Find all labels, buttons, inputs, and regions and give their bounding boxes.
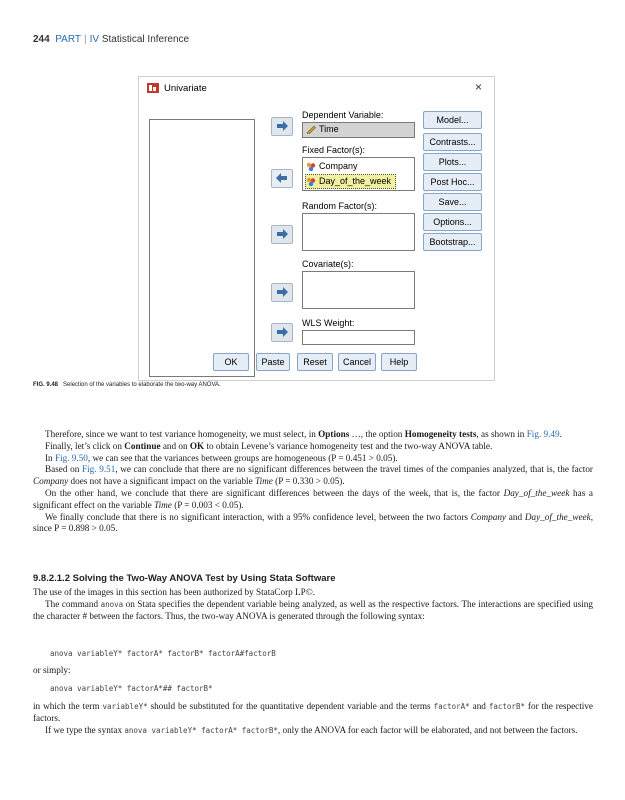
dependent-item[interactable]: Time bbox=[306, 123, 343, 136]
paste-button[interactable]: Paste bbox=[256, 353, 290, 371]
move-from-fixed-button[interactable] bbox=[271, 169, 293, 188]
paragraph: In Fig. 9.50, we can see that the variances between groups are homogeneous (P = 0.451 > 0.05). bbox=[45, 452, 398, 463]
covariates-box[interactable] bbox=[302, 271, 415, 309]
reset-button[interactable]: Reset bbox=[297, 353, 333, 371]
page-number: 244 bbox=[33, 34, 50, 45]
move-to-random-button[interactable] bbox=[271, 225, 293, 244]
or-simply-text: or simply: bbox=[33, 665, 71, 675]
body-paragraphs bbox=[33, 429, 593, 535]
move-to-covariate-button[interactable] bbox=[271, 283, 293, 302]
paragraph: If we type the syntax anova variableY* factorA* factorB*, only the ANOVA for each factor will be elaborated, and not between the factors. bbox=[45, 724, 578, 735]
nominal-variable-icon bbox=[306, 177, 316, 187]
paragraph: Based on Fig. 9.51, we can conclude that there are no significant differences between the travel times of the companies analyzed, that is, the factor Company does not have a significant impact on the variable Time (P = 0.330 > 0.05). bbox=[33, 464, 593, 487]
plots-button[interactable]: Plots... bbox=[423, 153, 482, 171]
paragraph: in which the term variableY* should be substituted for the quantitative dependent variable and the terms factorA* and factorB* for the respective factors. bbox=[33, 701, 594, 723]
figure-label: FIG. 9.48 bbox=[33, 382, 59, 388]
paragraph: Finally, let’s click on Continue and on OK to obtain Levene’s variance homogeneity test and the two-way ANOVA table. bbox=[45, 440, 493, 451]
figure-caption bbox=[33, 382, 221, 388]
options-button[interactable]: Options... bbox=[423, 213, 482, 231]
section-heading: 9.8.2.1.2 Solving the Two-Way ANOVA Test by Using Stata Software bbox=[33, 573, 336, 584]
help-button[interactable]: Help bbox=[381, 353, 417, 371]
source-variable-list[interactable] bbox=[149, 119, 255, 377]
paragraph: The command anova on Stata specifies the dependent variable being analyzed, as well as the respective factors. The interactions are specified using the character # between the factors. Thus, the two-way ANOVA is generated through the following syntax: bbox=[33, 598, 593, 621]
paragraph: We finally conclude that there is no significant interaction, with a 95% confidence level, between the two factors Company and Day_of_the_week, since P = 0.898 > 0.05. bbox=[33, 511, 593, 534]
move-to-wls-button[interactable] bbox=[271, 323, 293, 342]
paragraph: The use of the images in this section has been authorized by StataCorp LP©. bbox=[33, 587, 316, 597]
cancel-button[interactable]: Cancel bbox=[338, 353, 376, 371]
code-syntax-short: anova variableY* factorA*## factorB* bbox=[50, 684, 213, 693]
paragraph: On the other hand, we conclude that there are significant differences between the days of the week, that is, the factor Day_of_the_week has a significant effect on the variable Time (P = 0.003 < 0.05). bbox=[33, 487, 594, 510]
covariates-label: Covariate(s): bbox=[302, 259, 354, 269]
random-factors-box[interactable] bbox=[302, 213, 415, 251]
ok-button[interactable]: OK bbox=[213, 353, 249, 371]
close-button[interactable]: × bbox=[475, 80, 483, 94]
save-button[interactable]: Save... bbox=[423, 193, 482, 211]
dependent-variable-label: Dependent Variable: bbox=[302, 110, 384, 120]
part-label: PART | IV bbox=[55, 34, 100, 45]
figure-link[interactable]: Fig. 9.50 bbox=[54, 452, 88, 463]
model-button[interactable]: Model... bbox=[423, 111, 482, 129]
fixed-factors-label: Fixed Factor(s): bbox=[302, 145, 366, 155]
figure-link[interactable]: Fig. 9.51 bbox=[82, 464, 116, 475]
left-arrow-icon bbox=[276, 173, 288, 183]
right-arrow-icon bbox=[276, 287, 288, 297]
figure-link[interactable]: Fig. 9.49 bbox=[526, 429, 560, 439]
section-title: Statistical Inference bbox=[101, 34, 190, 45]
fixed-item-company[interactable]: Company bbox=[306, 160, 362, 173]
stata-paragraphs bbox=[33, 587, 593, 622]
code-syntax-full: anova variableY* factorA* factorB* factorA#factorB bbox=[50, 649, 276, 658]
caption-text: Selection of the variables to elaborate the two-way ANOVA. bbox=[63, 382, 221, 388]
scale-variable-icon bbox=[306, 125, 316, 134]
fixed-item-day-of-week[interactable]: Day_of_the_week bbox=[305, 174, 396, 189]
right-arrow-icon bbox=[276, 121, 288, 131]
move-to-dependent-button[interactable] bbox=[271, 117, 293, 136]
bootstrap-button[interactable]: Bootstrap... bbox=[423, 233, 482, 251]
univariate-dialog bbox=[138, 76, 495, 381]
wls-weight-box[interactable] bbox=[302, 330, 415, 345]
closing-paragraphs bbox=[33, 701, 593, 736]
paragraph: Therefore, since we want to test variance homogeneity, we must select, in Options …, the option Homogeneity tests, as shown in Fig. 9.49. bbox=[45, 429, 562, 439]
post-hoc-button[interactable]: Post Hoc... bbox=[423, 173, 482, 191]
wls-weight-label: WLS Weight: bbox=[302, 318, 355, 328]
spss-app-icon bbox=[147, 82, 159, 94]
dependent-variable-box[interactable] bbox=[302, 122, 415, 138]
dialog-titlebar bbox=[139, 77, 494, 99]
running-header bbox=[33, 34, 189, 45]
right-arrow-icon bbox=[276, 229, 288, 239]
dialog-title: Univariate bbox=[164, 83, 207, 94]
right-arrow-icon bbox=[276, 327, 288, 337]
fixed-factors-box[interactable] bbox=[302, 157, 415, 191]
random-factors-label: Random Factor(s): bbox=[302, 201, 378, 211]
nominal-variable-icon bbox=[306, 162, 316, 172]
contrasts-button[interactable]: Contrasts... bbox=[423, 133, 482, 151]
